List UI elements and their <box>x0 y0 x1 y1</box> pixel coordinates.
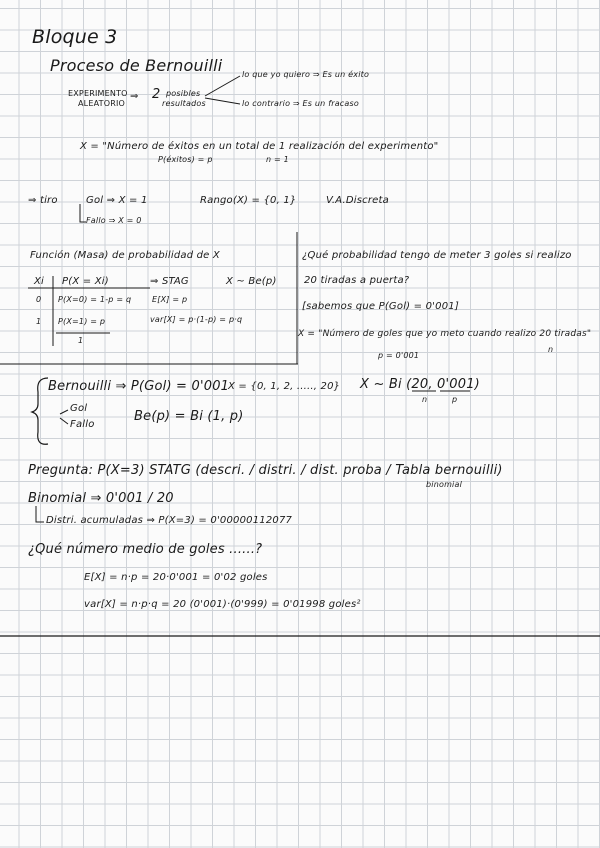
experiment-label-2: ALEATORIO <box>78 99 126 108</box>
row-1-p: P(X=1) = p <box>58 317 106 326</box>
pregunta-text: Pregunta: P(X=3) STATG (descri. / distri. / dist. proba / Tabla bernouilli) <box>28 463 503 478</box>
definition-text: X = "Número de éxitos en un total de 1 realización del experimento" <box>80 141 439 152</box>
branch-success: lo que yo quiero ⇒ Es un éxito <box>242 70 370 79</box>
acum-hook <box>36 506 44 522</box>
mass-expect: E[X] = p <box>152 295 188 304</box>
row-1-xi: 1 <box>36 317 42 326</box>
mass-dist: X ~ Be(p) <box>226 276 277 287</box>
bern-line: Bernouilli ⇒ P(Gol) = 0'001 <box>48 379 230 394</box>
definition-under-exitos: P(éxitos) = p <box>158 155 213 164</box>
tiro-lead: ⇒ tiro <box>28 195 58 206</box>
gol-branch <box>60 410 68 414</box>
col-xi: Xi <box>34 276 45 287</box>
tiro-rango: Rango(X) = {0, 1} <box>200 195 297 206</box>
binomial-acum: Distri. acumuladas ⇒ P(X=3) = 0'00000112077 <box>46 515 293 526</box>
bin-under-n: n <box>422 395 428 404</box>
page-subtitle: Proceso de Bernouilli <box>50 56 223 75</box>
row-0-xi: 0 <box>36 295 42 304</box>
bin-gol: Gol <box>70 403 88 414</box>
bin-dist: X ~ Bi (20, 0'001) <box>360 377 480 392</box>
branch-down-line <box>205 98 240 104</box>
media-var: var[X] = n·p·q = 20 (0'001)·(0'999) = 0'01998 goles² <box>84 599 361 610</box>
question-under-goles: p = 0'001 <box>378 351 420 360</box>
mass-stat: ⇒ STAG <box>150 276 189 287</box>
media-question: ¿Qué número medio de goles ......? <box>28 542 263 557</box>
mass-title: Función (Masa) de probabilidad de X <box>30 250 220 261</box>
row-0-p: P(X=0) = 1-p = q <box>58 295 132 304</box>
experiment-label-1: EXPERIMENTO <box>68 89 128 98</box>
tiro-va: V.A.Discreta <box>326 195 389 206</box>
branch-up-line <box>205 76 240 96</box>
fallo-branch <box>60 418 68 424</box>
table-total: 1 <box>78 336 84 345</box>
tiro-fallo: Fallo ⇒ X = 0 <box>86 216 142 225</box>
implies-arrow: ⇒ <box>130 91 139 102</box>
col-p: P(X = Xi) <box>62 276 109 287</box>
result-label-2: resultados <box>162 99 206 108</box>
bin-fallo: Fallo <box>70 419 95 430</box>
result-label-1: posibles <box>166 89 201 98</box>
pregunta-under: binomial <box>426 480 463 489</box>
question-known: [sabemos que P(Gol) = 0'001] <box>302 301 459 312</box>
bin-range: X = {0, 1, 2, ....., 20} <box>228 381 341 392</box>
media-expect: E[X] = n·p = 20·0'001 = 0'02 goles <box>84 572 268 583</box>
question-line-1: ¿Qué probabilidad tengo de meter 3 goles si realizo <box>302 250 572 261</box>
mass-var: var[X] = p·(1-p) = p·q <box>150 315 243 324</box>
question-under-n: n <box>548 345 554 354</box>
question-line-2: 20 tiradas a puerta? <box>304 275 410 286</box>
bin-under-p: p <box>452 395 458 404</box>
question-define: X = "Número de goles que yo meto cuando realizo 20 tiradas" <box>298 329 592 339</box>
definition-under-one: n = 1 <box>266 155 289 164</box>
binomial-line: Binomial ⇒ 0'001 / 20 <box>28 491 174 506</box>
page-title: Bloque 3 <box>32 26 118 48</box>
branch-failure: lo contrario ⇒ Es un fracaso <box>242 99 359 108</box>
result-number: 2 <box>152 87 161 102</box>
bin-be: Be(p) = Bi (1, p) <box>134 409 244 424</box>
tiro-gol: Gol ⇒ X = 1 <box>86 195 148 206</box>
brace <box>32 378 48 444</box>
